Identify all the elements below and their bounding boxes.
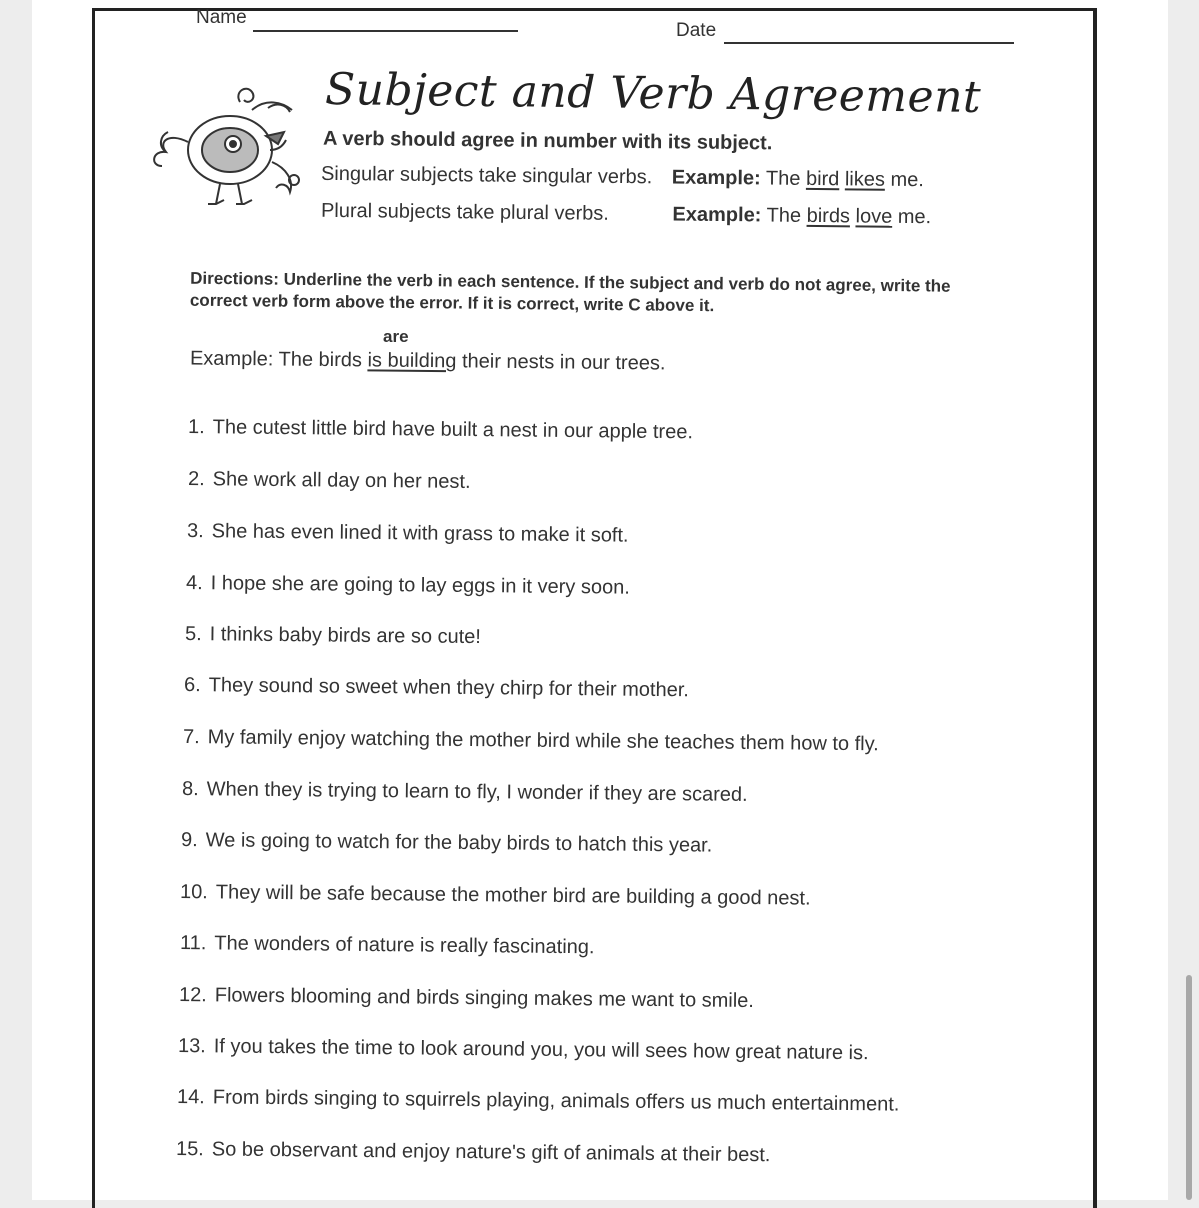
example-rest: their nests in our trees. bbox=[461, 350, 666, 375]
bird-illustration-icon bbox=[148, 80, 308, 210]
plural-example-verb: love bbox=[855, 205, 893, 228]
list-item bbox=[185, 623, 481, 649]
example-correction: are bbox=[383, 327, 409, 346]
item-text: If you takes the time to look around you, you will sees how great nature is. bbox=[213, 1035, 869, 1065]
singular-example-verb: likes bbox=[844, 168, 886, 191]
item-number: 13. bbox=[177, 1035, 206, 1058]
item-number: 9. bbox=[180, 829, 198, 852]
main-rule: A verb should agree in number with its subject. bbox=[322, 127, 773, 155]
item-text: They will be safe because the mother bird are building a good nest. bbox=[215, 881, 811, 910]
singular-example-subject: bird bbox=[805, 167, 840, 191]
item-number: 12. bbox=[178, 984, 207, 1007]
item-text: So be observant and enjoy nature's gift of animals at their best. bbox=[211, 1138, 771, 1167]
item-number: 11. bbox=[179, 932, 207, 955]
singular-example-pre: The bbox=[765, 167, 801, 190]
list-item bbox=[180, 932, 595, 959]
item-text: Flowers blooming and birds singing makes me want to smile. bbox=[214, 984, 755, 1013]
example-label: Example: The birds bbox=[189, 347, 363, 372]
item-text: We is going to watch for the baby birds to hatch this year. bbox=[205, 829, 713, 857]
item-text: From birds singing to squirrels playing, animals offers us much entertainment. bbox=[212, 1086, 900, 1116]
item-text: I thinks baby birds are so cute! bbox=[209, 623, 482, 649]
item-number: 7. bbox=[182, 726, 200, 749]
singular-example-label: Example: bbox=[671, 166, 761, 190]
vertical-scrollbar[interactable] bbox=[1186, 975, 1192, 1200]
singular-rule-text: Singular subjects take singular verbs. bbox=[320, 162, 653, 189]
plural-example-subject: birds bbox=[806, 204, 851, 228]
item-number: 5. bbox=[184, 623, 202, 646]
item-text: The wonders of nature is really fascinating. bbox=[214, 932, 595, 959]
date-line bbox=[724, 42, 1014, 44]
worksheet-title: Subject and Verb Agreement bbox=[324, 63, 982, 124]
item-number: 2. bbox=[187, 468, 205, 491]
plural-rule-text: Plural subjects take plural verbs. bbox=[320, 199, 610, 225]
date-label: Date bbox=[676, 20, 717, 41]
plural-example-label: Example: bbox=[672, 203, 762, 227]
item-number: 10. bbox=[179, 881, 208, 904]
item-text: When they is trying to learn to fly, I wonder if they are scared. bbox=[206, 778, 748, 806]
item-text: She has even lined it with grass to make it soft. bbox=[211, 520, 629, 547]
item-number: 8. bbox=[181, 778, 199, 801]
item-text: I hope she are going to lay eggs in it very soon. bbox=[210, 572, 630, 599]
plural-example-post: me. bbox=[897, 205, 932, 229]
item-text: My family enjoy watching the mother bird while she teaches them how to fly. bbox=[207, 726, 879, 756]
plural-example-pre: The bbox=[766, 204, 802, 227]
item-number: 4. bbox=[185, 572, 203, 595]
list-item bbox=[186, 572, 630, 600]
item-number: 6. bbox=[183, 674, 201, 697]
item-number: 15. bbox=[175, 1138, 204, 1161]
name-label: Name bbox=[196, 7, 247, 28]
item-text: They sound so sweet when they chirp for their mother. bbox=[208, 674, 690, 702]
item-text: She work all day on her nest. bbox=[212, 468, 471, 493]
name-line bbox=[253, 30, 518, 32]
list-item bbox=[188, 468, 471, 494]
list-item bbox=[187, 520, 629, 548]
item-text: The cutest little bird have built a nest in our apple tree. bbox=[212, 416, 694, 444]
example-verb: is building bbox=[367, 349, 457, 373]
item-number: 1. bbox=[187, 416, 205, 439]
directions: Directions: Underline the verb in each sentence. If the subject and verb do not agree, write the correct verb form above the error. If it is correct, write C above it. bbox=[189, 268, 951, 316]
singular-example-post: me. bbox=[890, 168, 924, 192]
item-number: 3. bbox=[186, 520, 204, 543]
item-number: 14. bbox=[176, 1086, 205, 1109]
